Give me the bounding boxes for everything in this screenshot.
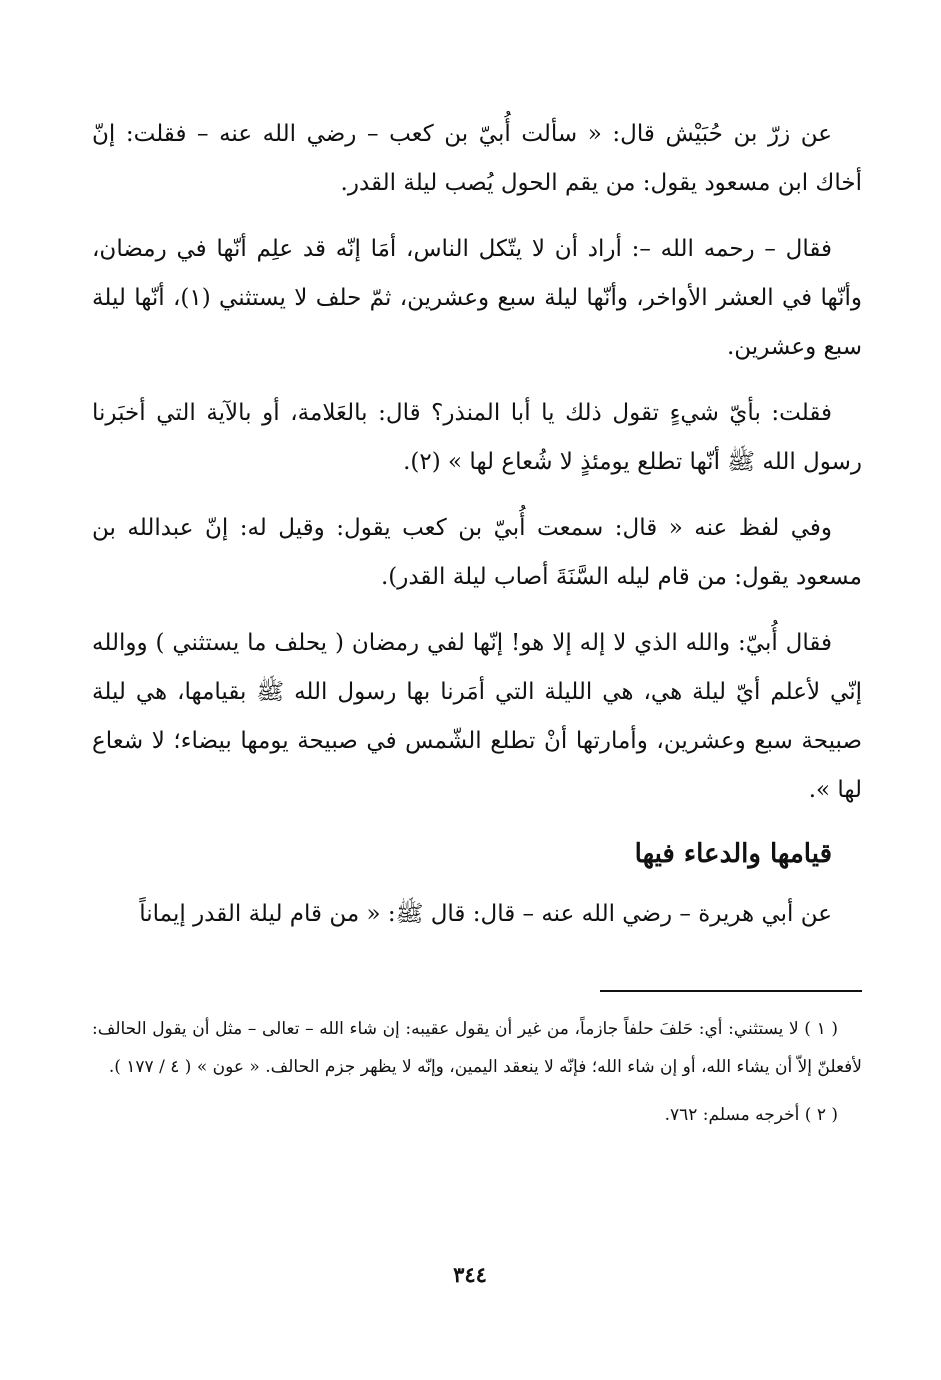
paragraph-3: فقلت: بأيّ شيءٍ تقول ذلك يا أبا المنذر؟ قال: بالعَلامة، أو بالآية التي أخبَرنا رسول الله ﷺ أنّها تطلع يومئذٍ لا شُعاع لها » (٢).: [92, 400, 862, 475]
main-text: [92, 110, 862, 956]
footnotes: [92, 1010, 862, 1144]
paragraph-1: عن زرّ بن حُبَيْش قال: « سألت أُبيّ بن كعب – رضي الله عنه – فقلت: إنّ أخاك ابن مسعود يقول: من يقم الحول يُصب ليلة القدر.: [92, 121, 862, 196]
section-heading: قيامها والدعاء فيها: [634, 839, 832, 869]
footnote-1: ( ١ ) لا يستثني: أي: حَلفَ حلفاً جازماً، من غير أن يقول عقيبه: إن شاء الله – تعالى – مثل أن يقول الحالف: لأفعلنّ إلاّ أن يشاء الله، أو إن شاء الله؛ فإنّه لا ينعقد اليمين، وإنّه لا يظهر جزم الحالف. « عون » ( ٤ / ١٧٧ ).: [92, 1019, 862, 1077]
section-paragraph: عن أبي هريرة – رضي الله عنه – قال: قال ﷺ: « من قام ليلة القدر إيماناً: [139, 901, 832, 927]
paragraph-2: فقال – رحمه الله –: أراد أن لا يتّكل الناس، أمَا إنّه قد علِم أنّها في رمضان، وأنّها في العشر الأواخر، وأنّها ليلة سبع وعشرين، ثمّ حلف لا يستثني (١)، أنّها ليلة سبع وعشرين.: [92, 236, 862, 360]
paragraph-4: وفي لفظ عنه « قال: سمعت أُبيّ بن كعب يقول: وقيل له: إنّ عبدالله بن مسعود يقول: من قام ليله السَّنَةَ أصاب ليلة القدر).: [92, 515, 862, 590]
footnote-divider: [600, 990, 862, 992]
page-number: ٣٤٤: [453, 1262, 487, 1287]
paragraph-5: فقال أُبيّ: والله الذي لا إله إلا هو! إنّها لفي رمضان ( يحلف ما يستثني ) ووالله إنّي لأعلم أيّ ليلة هي، هي الليلة التي أمَرنا بها رسول الله ﷺ بقيامها، هي ليلة صبيحة سبع وعشرين، وأمارتها أنْ تطلع الشّمس في صبيحة يومها بيضاء؛ لا شعاع لها ».: [92, 630, 862, 803]
footnote-2: ( ٢ ) أخرجه مسلم: ٧٦٢.: [664, 1105, 838, 1125]
